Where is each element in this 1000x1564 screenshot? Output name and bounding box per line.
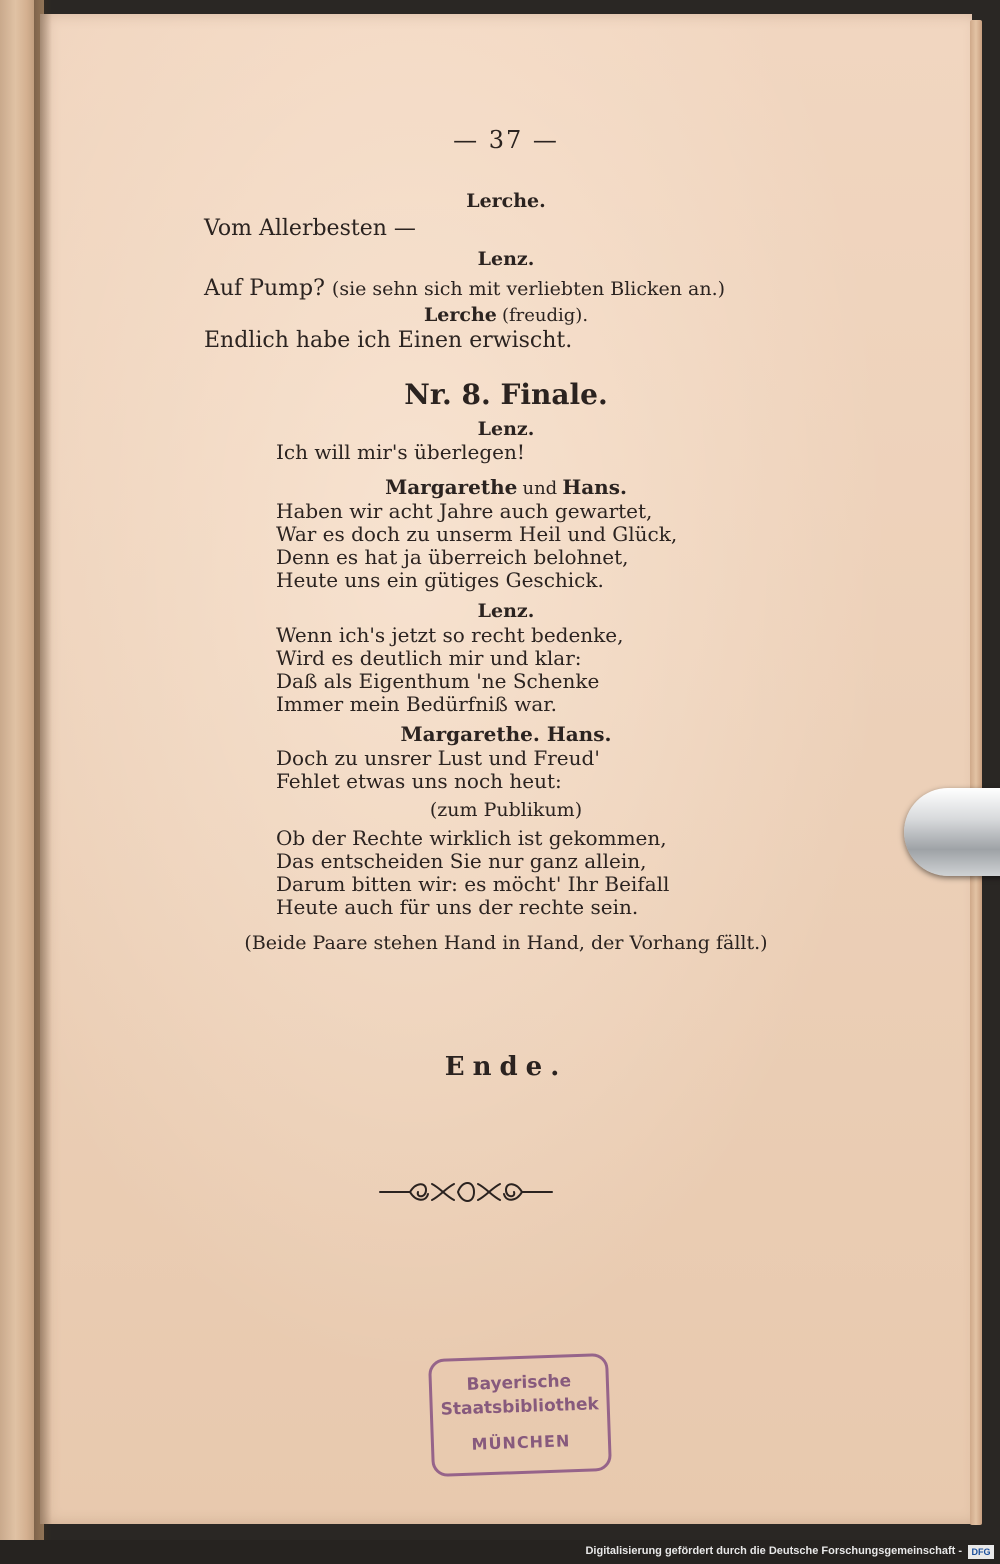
verse-line: Heute uns ein gütiges Geschick. bbox=[276, 568, 604, 592]
speaker-pair bbox=[40, 475, 972, 499]
verse-line: Haben wir acht Jahre auch gewartet, bbox=[276, 499, 653, 523]
speaker-lenz: Lenz. bbox=[477, 418, 535, 440]
closing-stage-direction: (Beide Paare stehen Hand in Hand, der Vorhang fällt.) bbox=[244, 932, 768, 954]
library-stamp bbox=[428, 1353, 612, 1477]
verse-block bbox=[276, 441, 525, 464]
verse-block bbox=[276, 624, 624, 716]
speaker-conjunction: und bbox=[522, 478, 558, 499]
stage-direction: (freudig). bbox=[501, 305, 589, 326]
page-edge-right bbox=[970, 20, 982, 1525]
page-number: — 37 — bbox=[453, 126, 559, 154]
verse-line: Denn es hat ja überreich belohnet, bbox=[276, 545, 629, 569]
speaker-lerche: Lerche. bbox=[466, 190, 546, 212]
verse-line: Doch zu unsrer Lust und Freud' bbox=[276, 746, 600, 770]
verse-line: Ich will mir's überlegen! bbox=[276, 440, 525, 464]
speaker-margarethe-hans: Margarethe. Hans. bbox=[400, 722, 612, 746]
verse-block bbox=[276, 500, 677, 592]
speaker-with-direction bbox=[40, 304, 972, 326]
stage-direction: (sie sehn sich mit verliebten Blicken an.) bbox=[331, 278, 726, 300]
verse-block bbox=[276, 827, 669, 919]
verse-line: Fehlet etwas uns noch heut: bbox=[276, 769, 562, 793]
dialogue-line: Vom Allerbesten — bbox=[204, 216, 416, 241]
dialogue-line: Auf Pump? bbox=[204, 276, 325, 301]
speaker-hans: Hans. bbox=[562, 475, 627, 499]
verse-line: Immer mein Bedürfniß war. bbox=[276, 692, 557, 716]
verse-line: War es doch zu unserm Heil und Glück, bbox=[276, 522, 678, 546]
page-sheet bbox=[40, 14, 972, 1524]
verse-line: Ob der Rechte wirklich ist gekommen, bbox=[276, 826, 667, 850]
scroll-ornament-icon bbox=[376, 1174, 556, 1210]
stage-direction: (zum Publikum) bbox=[429, 799, 583, 821]
verse-line: Das entscheiden Sie nur ganz allein, bbox=[276, 849, 647, 873]
speaker-lenz: Lenz. bbox=[477, 248, 535, 270]
dialogue-line: Endlich habe ich Einen erwischt. bbox=[204, 328, 573, 353]
verse-line: Daß als Eigenthum 'ne Schenke bbox=[276, 669, 600, 693]
speaker-margarethe: Margarethe bbox=[385, 475, 518, 499]
verse-line: Heute auch für uns der rechte sein. bbox=[276, 895, 639, 919]
binding-shadow bbox=[34, 0, 52, 1540]
stamp-line: Staatsbibliothek bbox=[440, 1394, 600, 1420]
speaker-lenz: Lenz. bbox=[477, 600, 535, 622]
verse-block bbox=[276, 747, 600, 793]
section-heading: Nr. 8. Finale. bbox=[404, 378, 608, 411]
verse-line: Wenn ich's jetzt so recht bedenke, bbox=[276, 623, 624, 647]
verse-line: Wird es deutlich mir und klar: bbox=[276, 646, 582, 670]
ende-title: Ende. bbox=[444, 1052, 568, 1082]
speaker-lerche: Lerche bbox=[423, 304, 497, 326]
stamp-line: MÜNCHEN bbox=[471, 1431, 571, 1454]
dfg-logo-icon: DFG bbox=[968, 1545, 994, 1559]
footer-credit: Digitalisierung gefördert durch die Deutsche Forschungsgemeinschaft - bbox=[585, 1545, 962, 1557]
stamp-line: Bayerische bbox=[466, 1371, 572, 1395]
page-clip bbox=[904, 788, 1000, 876]
dialogue-line-with-direction bbox=[204, 276, 725, 301]
verse-line: Darum bitten wir: es möcht' Ihr Beifall bbox=[276, 872, 670, 896]
